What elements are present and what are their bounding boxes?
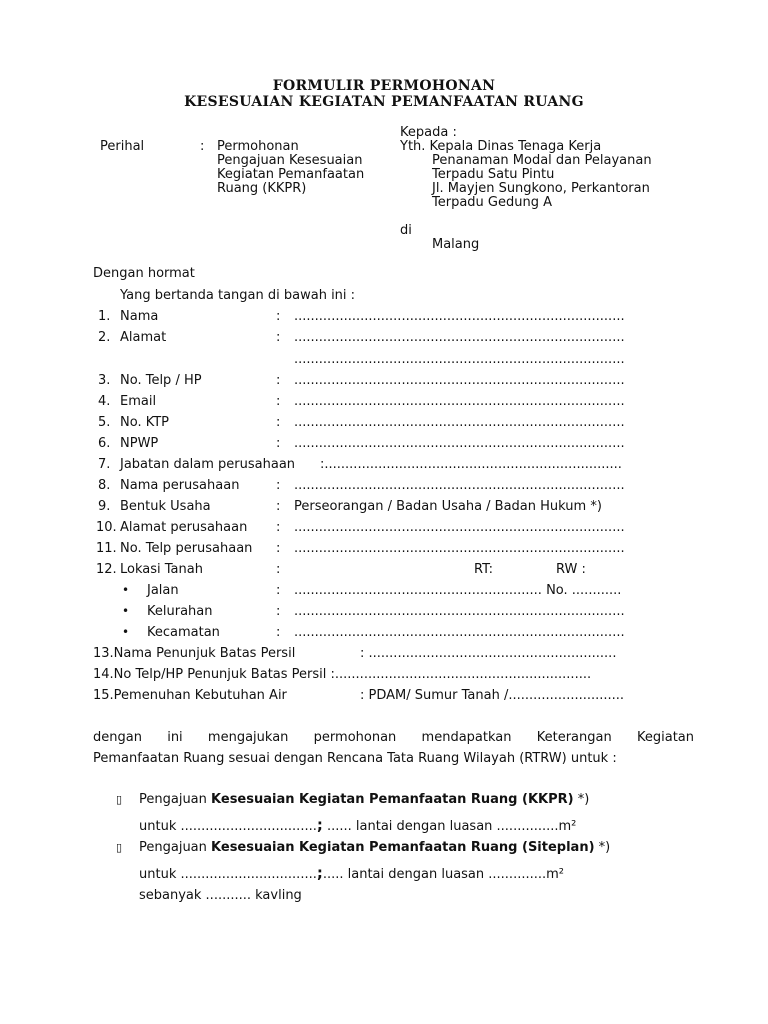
option-suffix: *) xyxy=(573,792,590,807)
field-colon: : xyxy=(276,520,281,535)
jabatan-input[interactable]: :........................................................................ xyxy=(320,457,622,472)
field-colon: : xyxy=(276,541,281,556)
field-label-alamat: Alamat xyxy=(120,330,167,345)
field-label-ktp: No. KTP xyxy=(120,415,170,430)
field-colon: : xyxy=(276,309,281,324)
option-kkpr-detail xyxy=(139,816,576,834)
field-number: 1. xyxy=(98,309,111,324)
form-subtitle: KESESUAIAN KEGIATAN PEMANFAATAN RUANG xyxy=(184,94,584,110)
semicolon: ; xyxy=(316,864,323,882)
greeting: Dengan hormat xyxy=(93,266,195,281)
field-number: 11. xyxy=(96,541,117,556)
perihal-line: Kegiatan Pemanfaatan xyxy=(217,167,365,182)
field-colon: : xyxy=(276,604,281,619)
field-colon: : xyxy=(276,415,281,430)
rw-label: RW : xyxy=(556,562,586,577)
recipient-line: Terpadu Gedung A xyxy=(432,195,552,210)
lokasi-label-kecamatan: Kecamatan xyxy=(147,625,220,640)
field-label-telp: No. Telp / HP xyxy=(120,373,202,388)
lokasi-label-jalan: Jalan xyxy=(147,583,179,598)
perihal-label: Perihal xyxy=(100,139,145,154)
field-colon: : xyxy=(276,436,281,451)
field-label-lokasi-tanah: Lokasi Tanah xyxy=(120,562,203,577)
field-label-telp-perusahaan: No. Telp perusahaan xyxy=(120,541,253,556)
kepada-label: Kepada : xyxy=(400,125,457,140)
paragraph-line: dengan ini mengajukan permohonan mendapatkan Keterangan Kegiatan xyxy=(93,730,694,745)
field-number: 9. xyxy=(98,499,111,514)
email-input[interactable]: ................................................................................ xyxy=(294,394,625,409)
lantai-luasan-input[interactable]: ...... lantai dengan luasan ...............m² xyxy=(322,819,577,834)
telp-input[interactable]: ................................................................................ xyxy=(294,373,625,388)
kebutuhan-air-input[interactable]: : PDAM/ Sumur Tanah /............................ xyxy=(360,688,625,703)
field-label-email: Email xyxy=(120,394,157,409)
penunjuk-batas-input[interactable]: : ............................................................ xyxy=(360,646,617,661)
perihal-line: Permohonan xyxy=(217,139,299,154)
perihal-line: Pengajuan Kesesuaian xyxy=(217,153,363,168)
option-kkpr[interactable] xyxy=(139,792,589,807)
untuk-input[interactable]: untuk ................................. xyxy=(139,867,317,882)
paragraph-line: Pemanfaatan Ruang sesuai dengan Rencana Tata Ruang Wilayah (RTRW) untuk : xyxy=(93,751,617,766)
perihal-line: Ruang (KKPR) xyxy=(217,181,307,196)
bullet-icon: • xyxy=(122,583,130,597)
field-label-nama-perusahaan: Nama perusahaan xyxy=(120,478,240,493)
option-siteplan-detail xyxy=(139,864,564,882)
bentuk-usaha-choice[interactable]: Perseorangan / Badan Usaha / Badan Hukum *) xyxy=(294,499,602,514)
semicolon: ; xyxy=(316,816,323,834)
field-telp-penunjuk-batas[interactable]: 14.No Telp/HP Penunjuk Batas Persil :.............................................................. xyxy=(93,667,592,682)
field-number: 10. xyxy=(96,520,117,535)
field-number: 4. xyxy=(98,394,111,409)
field-colon: : xyxy=(276,583,281,598)
field-label-kebutuhan-air: 15.Pemenuhan Kebutuhan Air xyxy=(93,688,287,703)
bullet-icon: • xyxy=(122,625,130,639)
field-label-penunjuk-batas: 13.Nama Penunjuk Batas Persil xyxy=(93,646,296,661)
field-number: 12. xyxy=(96,562,117,577)
request-paragraph xyxy=(93,727,694,769)
jalan-input[interactable]: ............................................................ No. ............ xyxy=(294,583,622,598)
ktp-input[interactable]: ................................................................................ xyxy=(294,415,625,430)
alamat-perusahaan-input[interactable]: ................................................................................ xyxy=(294,520,625,535)
field-colon: : xyxy=(276,330,281,345)
field-number: 6. xyxy=(98,436,111,451)
field-label-jabatan: Jabatan dalam perusahaan xyxy=(120,457,296,472)
rt-label: RT: xyxy=(474,562,493,577)
recipient-line: Yth. Kepala Dinas Tenaga Kerja xyxy=(400,139,602,154)
alamat-input[interactable]: ................................................................................ xyxy=(294,330,625,345)
intro-text: Yang bertanda tangan di bawah ini : xyxy=(120,288,356,303)
option-siteplan[interactable] xyxy=(139,840,610,855)
field-number: 7. xyxy=(98,457,111,472)
field-colon: : xyxy=(276,394,281,409)
option-suffix: *) xyxy=(594,840,611,855)
npwp-input[interactable]: ................................................................................ xyxy=(294,436,625,451)
field-number: 5. xyxy=(98,415,111,430)
field-colon: : xyxy=(276,625,281,640)
field-number: 3. xyxy=(98,373,111,388)
checkbox-icon[interactable]: ▯ xyxy=(116,841,123,854)
lantai-luasan-input[interactable]: ..... lantai dengan luasan ..............m² xyxy=(322,867,564,882)
field-colon: : xyxy=(276,499,281,514)
di-label: di xyxy=(400,223,412,238)
option-title: Kesesuaian Kegiatan Pemanfaatan Ruang (Siteplan) xyxy=(211,840,595,855)
bullet-icon: • xyxy=(122,604,130,618)
telp-perusahaan-input[interactable]: ................................................................................ xyxy=(294,541,625,556)
field-colon: : xyxy=(276,373,281,388)
untuk-input[interactable]: untuk ................................. xyxy=(139,819,317,834)
field-label-nama: Nama xyxy=(120,309,159,324)
field-label-alamat-perusahaan: Alamat perusahaan xyxy=(120,520,248,535)
city-label: Malang xyxy=(432,237,480,252)
kecamatan-input[interactable]: ................................................................................ xyxy=(294,625,625,640)
perihal-colon: : xyxy=(200,139,205,154)
recipient-line: Terpadu Satu Pintu xyxy=(432,167,555,182)
option-prefix: Pengajuan xyxy=(139,792,212,807)
option-title: Kesesuaian Kegiatan Pemanfaatan Ruang (KKPR) xyxy=(211,792,574,807)
field-label-npwp: NPWP xyxy=(120,436,159,451)
form-title: FORMULIR PERMOHONAN xyxy=(272,78,496,94)
recipient-line: Jl. Mayjen Sungkono, Perkantoran xyxy=(432,181,650,196)
field-colon: : xyxy=(276,562,281,577)
option-prefix: Pengajuan xyxy=(139,840,212,855)
alamat-input-line2[interactable]: ................................................................................ xyxy=(294,352,625,367)
lokasi-label-kelurahan: Kelurahan xyxy=(147,604,213,619)
kelurahan-input[interactable]: ................................................................................ xyxy=(294,604,625,619)
nama-input[interactable]: ................................................................................ xyxy=(294,309,625,324)
nama-perusahaan-input[interactable]: ................................................................................ xyxy=(294,478,625,493)
field-label-bentuk-usaha: Bentuk Usaha xyxy=(120,499,211,514)
field-number: 8. xyxy=(98,478,111,493)
checkbox-icon[interactable]: ▯ xyxy=(116,793,123,806)
recipient-line: Penanaman Modal dan Pelayanan xyxy=(432,153,652,168)
field-number: 2. xyxy=(98,330,111,345)
field-colon: : xyxy=(276,478,281,493)
kavling-input[interactable]: sebanyak ........... kavling xyxy=(139,888,302,903)
